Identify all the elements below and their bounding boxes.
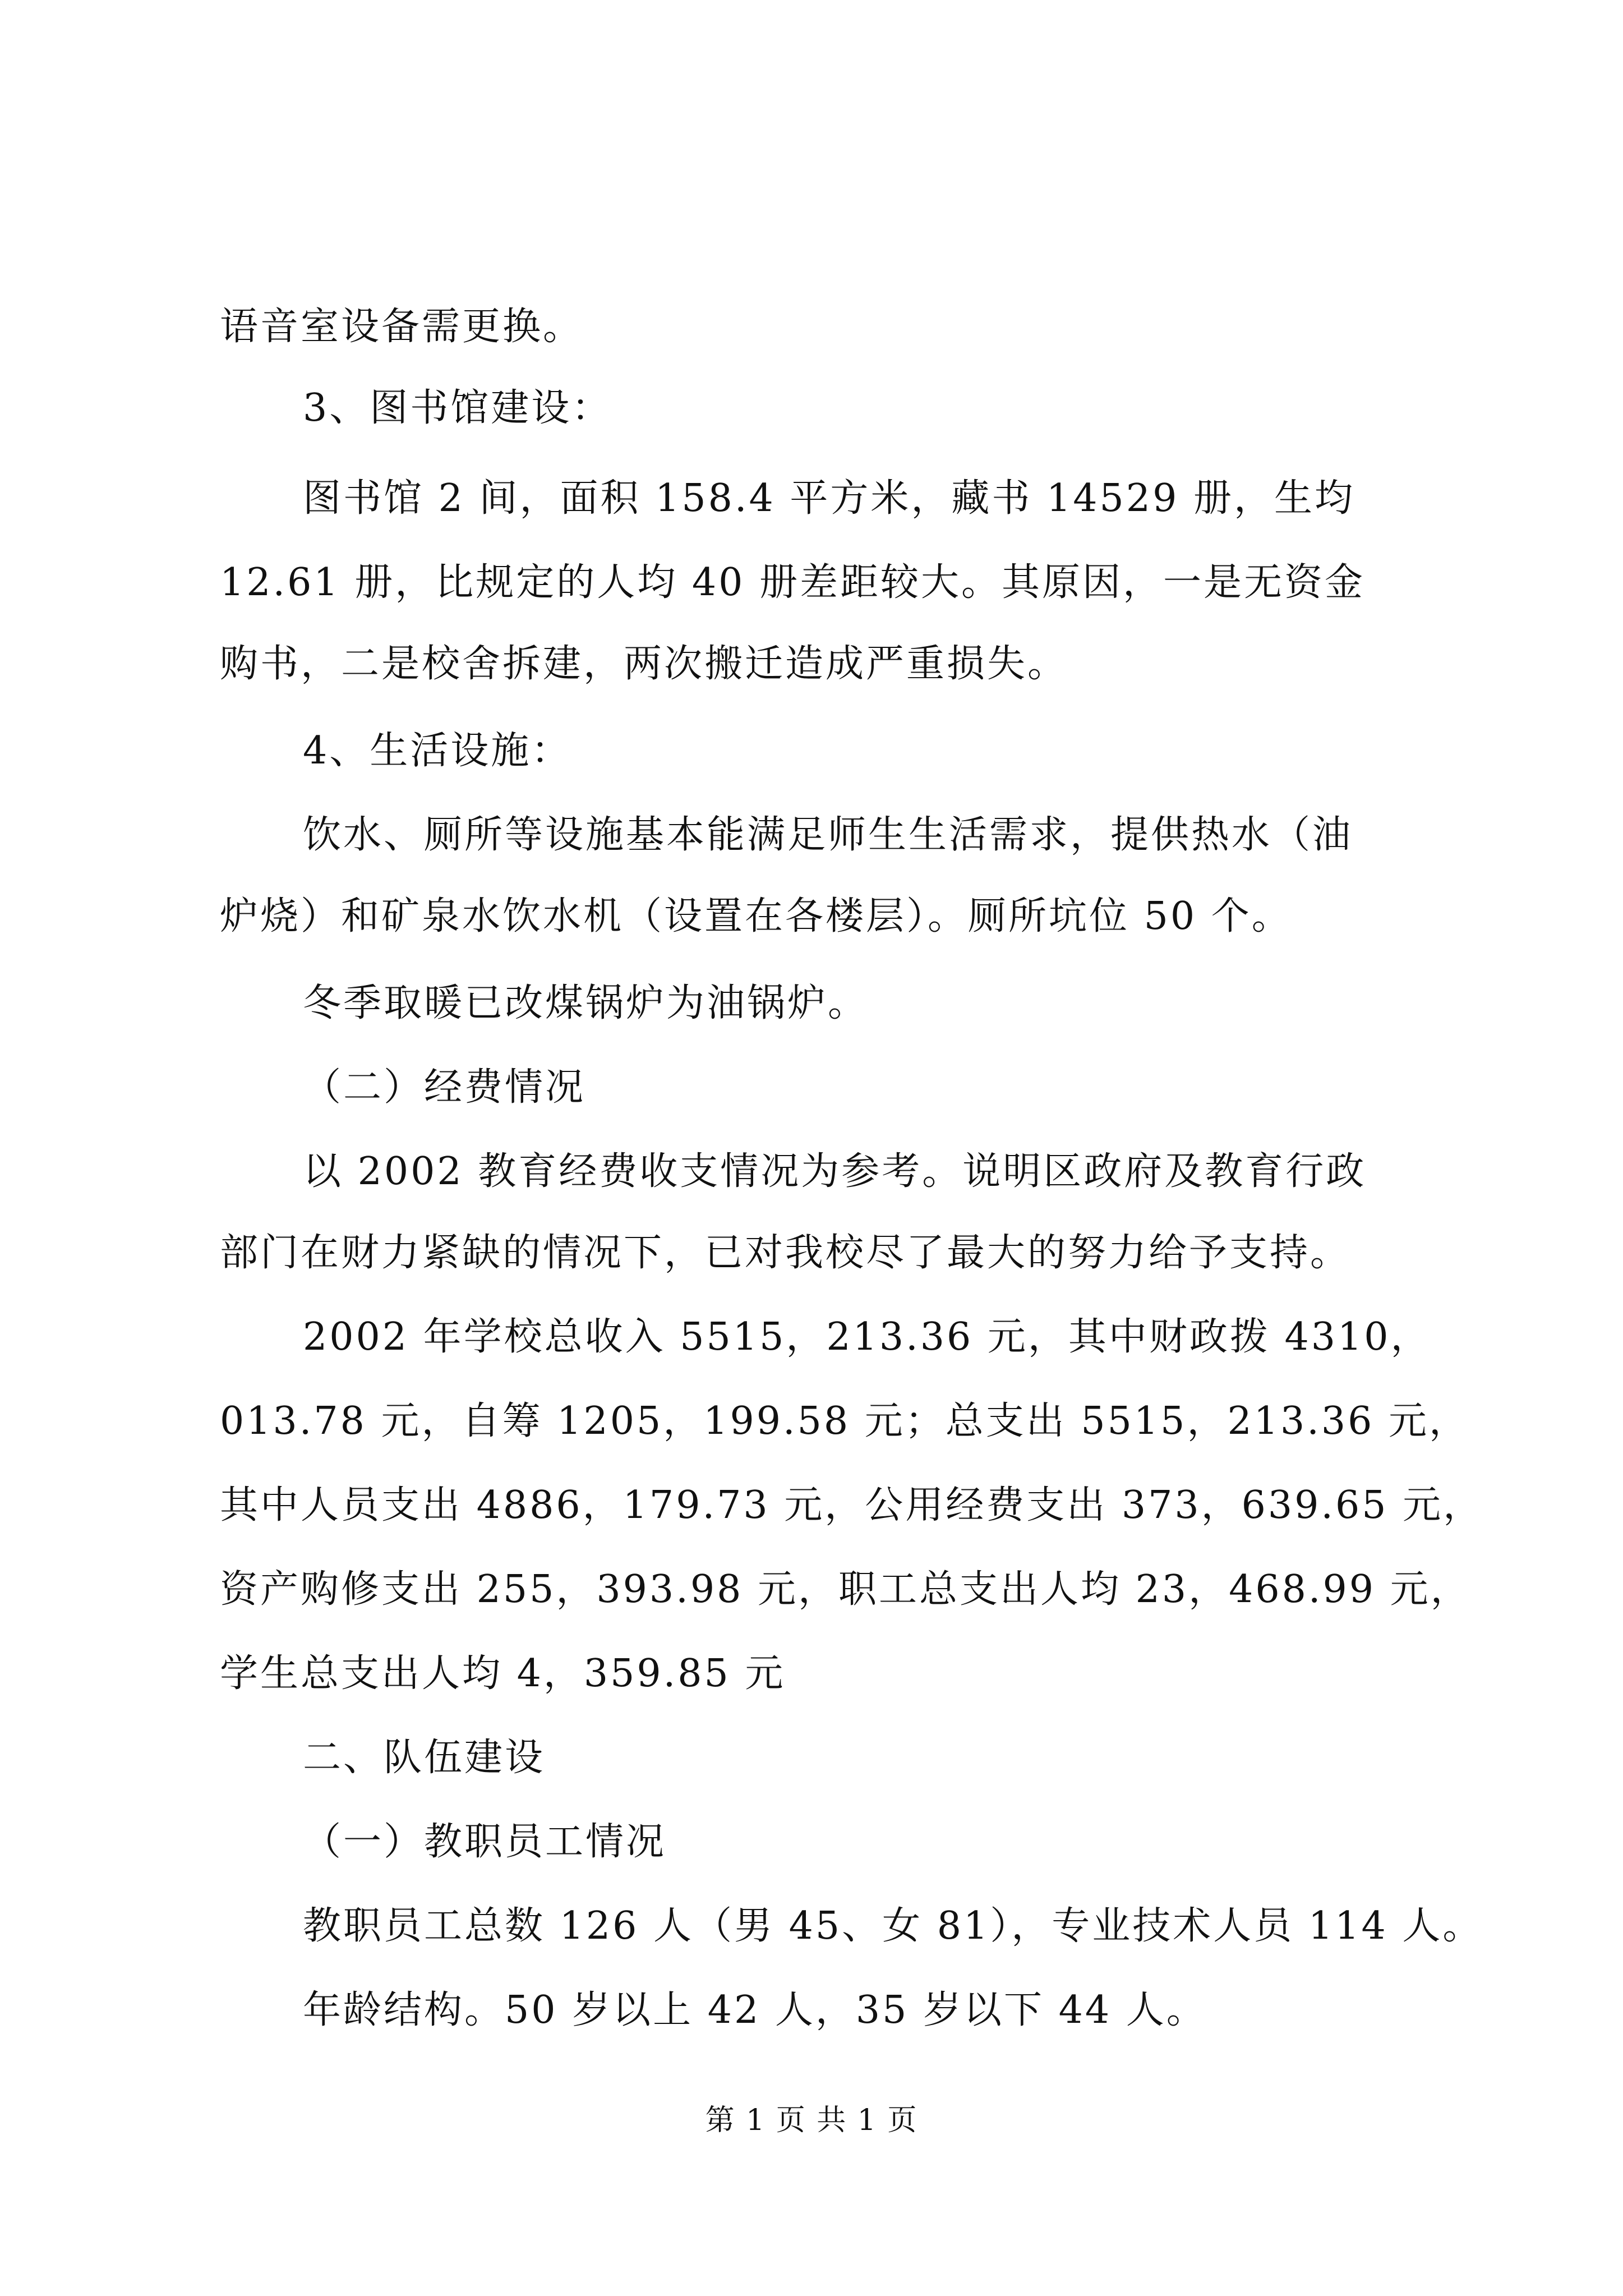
text-line: 饮水、厕所等设施基本能满足师生生活需求，提供热水（油 — [303, 813, 1353, 857]
text-line: 以 2002 教育经费收支情况为参考。说明区政府及教育行政 — [303, 1149, 1367, 1194]
text-line: 冬季取暖已改煤锅炉为油锅炉。 — [303, 981, 869, 1025]
text-line: 其中人员支出 4886，179.73 元，公用经费支出 373，639.65 元， — [220, 1483, 1484, 1527]
text-line: 年龄结构。50 岁以上 42 人，35 岁以下 44 人。 — [303, 1988, 1207, 2032]
text-line: 12.61 册，比规定的人均 40 册差距较大。其原因，一是无资金 — [220, 560, 1366, 605]
section-heading: （一）教职员工情况 — [303, 1820, 667, 1864]
text-line: 图书馆 2 间，面积 158.4 平方米，藏书 14529 册，生均 — [303, 476, 1355, 521]
page-number-footer: 第 1 页 共 1 页 — [705, 2104, 918, 2137]
text-line: 2002 年学校总收入 5515，213.36 元，其中财政拨 4310， — [303, 1315, 1431, 1359]
text-line: 学生总支出人均 4，359.85 元 — [220, 1651, 786, 1696]
section-heading: 二、队伍建设 — [303, 1736, 546, 1780]
text-line: 部门在财力紧缺的情况下，已对我校尽了最大的努力给予支持。 — [220, 1231, 1351, 1275]
text-line: 013.78 元，自筹 1205，199.58 元；总支出 5515，213.36 元， — [220, 1399, 1469, 1443]
text-line: 炉烧）和矿泉水饮水机（设置在各楼层）。厕所坑位 50 个。 — [220, 894, 1292, 938]
section-heading: 4、生活设施： — [303, 729, 572, 773]
section-heading: （二）经费情况 — [303, 1065, 586, 1110]
text-line: 资产购修支出 255，393.98 元，职工总支出人均 23，468.99 元， — [220, 1567, 1471, 1612]
section-heading: 3、图书馆建设： — [303, 386, 612, 430]
text-line: 教职员工总数 126 人（男 45、女 81），专业技术人员 114 人。 — [303, 1904, 1483, 1948]
text-line: 购书，二是校舍拆建，两次搬迁造成严重损失。 — [220, 642, 1068, 686]
text-line: 语音室设备需更换。 — [220, 305, 584, 349]
